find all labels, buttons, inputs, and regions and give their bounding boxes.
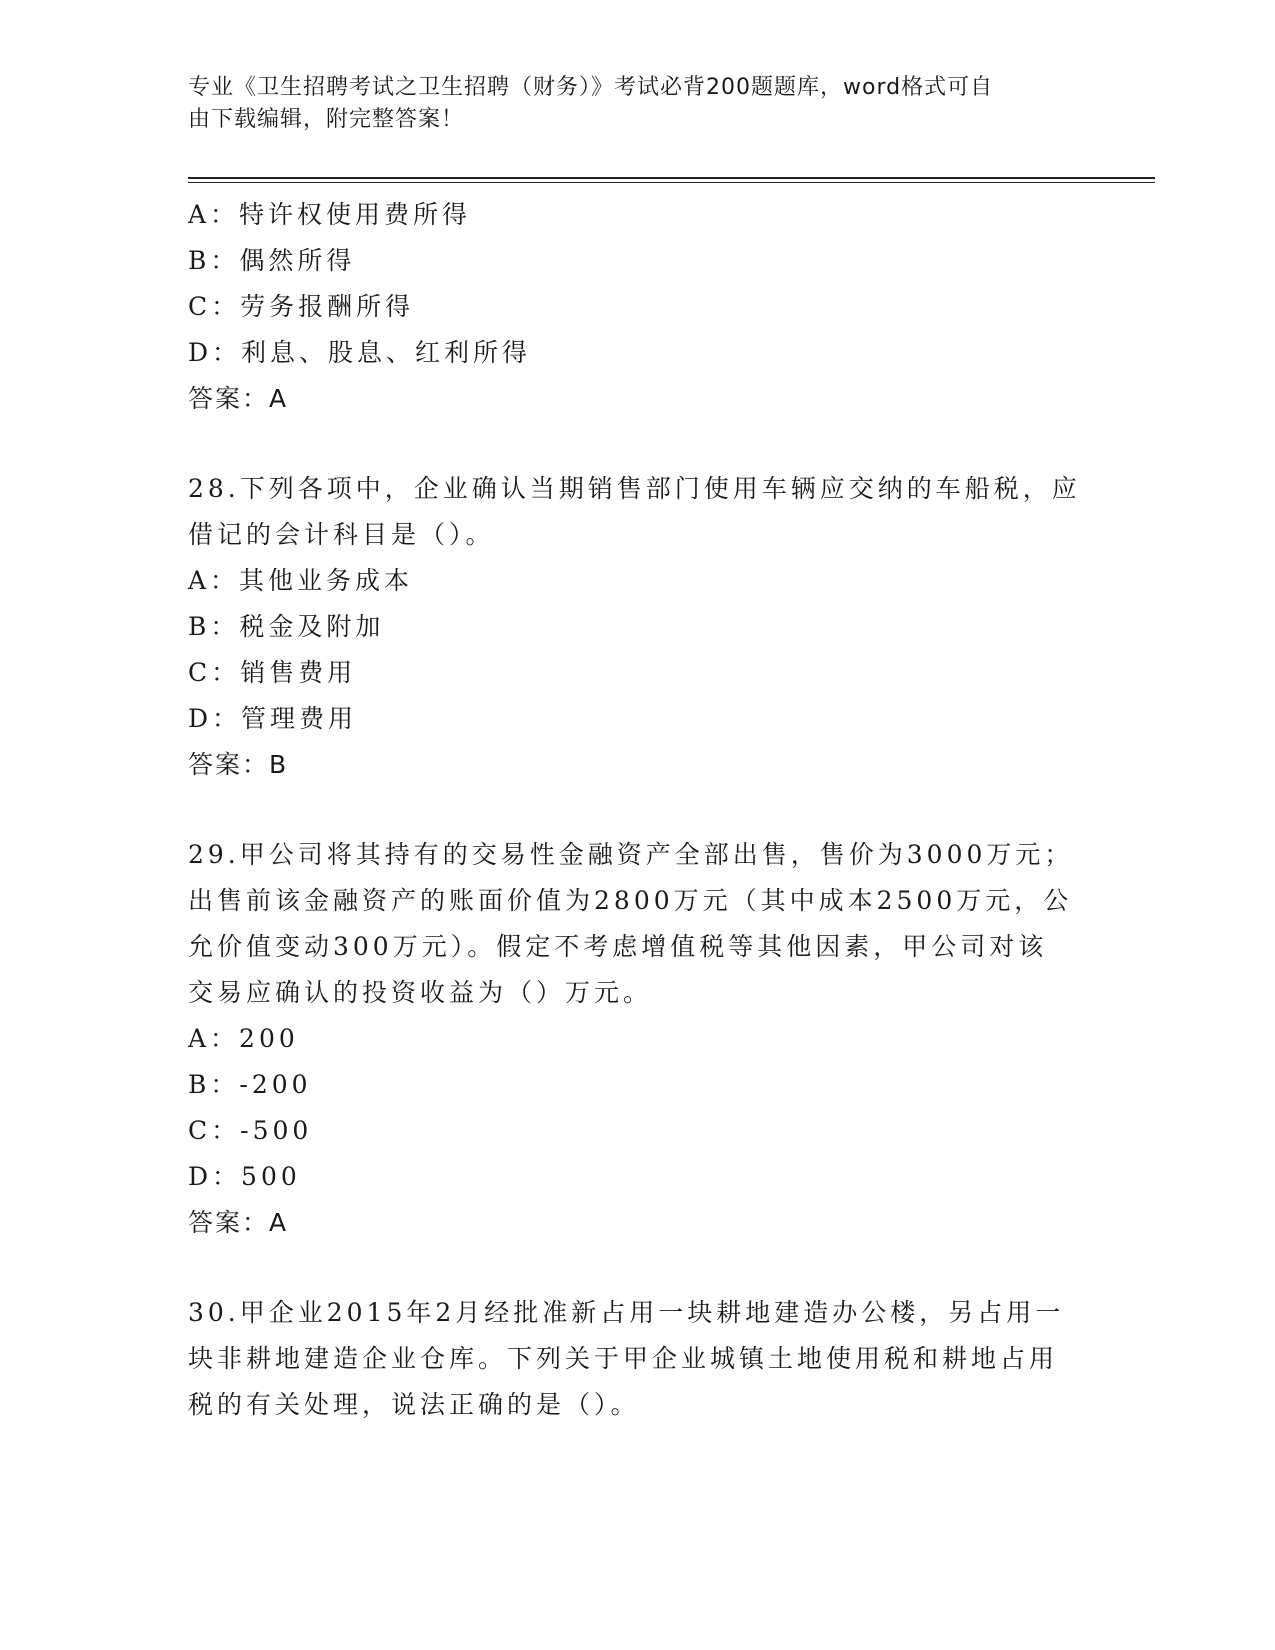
- header-line-2: 由下载编辑，附完整答案！: [188, 107, 465, 132]
- option-b: B：税金及附加: [188, 612, 385, 641]
- question-text-line: 出售前该金融资产的账面价值为2800万元（其中成本2500万元，公: [188, 886, 1073, 915]
- spacer: [188, 788, 1088, 832]
- option-a: A：特许权使用费所得: [188, 200, 472, 229]
- answer-line: 答案：B: [188, 750, 289, 779]
- question-list: [188, 192, 1088, 1428]
- spacer: [188, 1246, 1088, 1290]
- question-28: [188, 466, 1088, 788]
- option-d: D：管理费用: [188, 704, 358, 733]
- option-c: C：销售费用: [188, 658, 357, 687]
- question-text-line: 28.下列各项中，企业确认当期销售部门使用车辆应交纳的车船税，应: [188, 474, 1081, 503]
- spacer: [188, 422, 1088, 466]
- option-a: A：其他业务成本: [188, 566, 414, 595]
- option-b: B：偶然所得: [188, 246, 356, 275]
- option-a: A：200: [188, 1024, 299, 1053]
- question-text-line: 借记的会计科目是（）。: [188, 520, 495, 549]
- option-d: D：500: [188, 1162, 301, 1191]
- header-line-1: 专业《卫生招聘考试之卫生招聘（财务）》考试必背200题题库，word格式可自: [188, 75, 994, 100]
- page-header: [188, 72, 1068, 136]
- question-text-line: 税的有关处理，说法正确的是（）。: [188, 1390, 640, 1419]
- option-c: C：-500: [188, 1116, 313, 1145]
- option-c: C：劳务报酬所得: [188, 292, 415, 321]
- question-text-line: 30.甲企业2015年2月经批准新占用一块耕地建造办公楼，另占用一: [188, 1298, 1065, 1327]
- question-text-line: 块非耕地建造企业仓库。下列关于甲企业城镇土地使用税和耕地占用: [188, 1344, 1059, 1373]
- question-30: [188, 1290, 1088, 1428]
- answer-line: 答案：A: [188, 384, 289, 413]
- question-text-line: 29.甲公司将其持有的交易性金融资产全部出售，售价为3000万元；: [188, 840, 1074, 869]
- header-divider-thick: [188, 177, 1155, 179]
- option-b: B：-200: [188, 1070, 312, 1099]
- header-divider-thin: [188, 182, 1155, 183]
- question-text-line: 允价值变动300万元）。假定不考虑增值税等其他因素，甲公司对该: [188, 932, 1048, 961]
- option-d: D：利息、股息、红利所得: [188, 338, 532, 367]
- question-29: [188, 832, 1088, 1246]
- answer-line: 答案：A: [188, 1208, 289, 1237]
- question-27: [188, 192, 1088, 422]
- question-text-line: 交易应确认的投资收益为（）万元。: [188, 978, 653, 1007]
